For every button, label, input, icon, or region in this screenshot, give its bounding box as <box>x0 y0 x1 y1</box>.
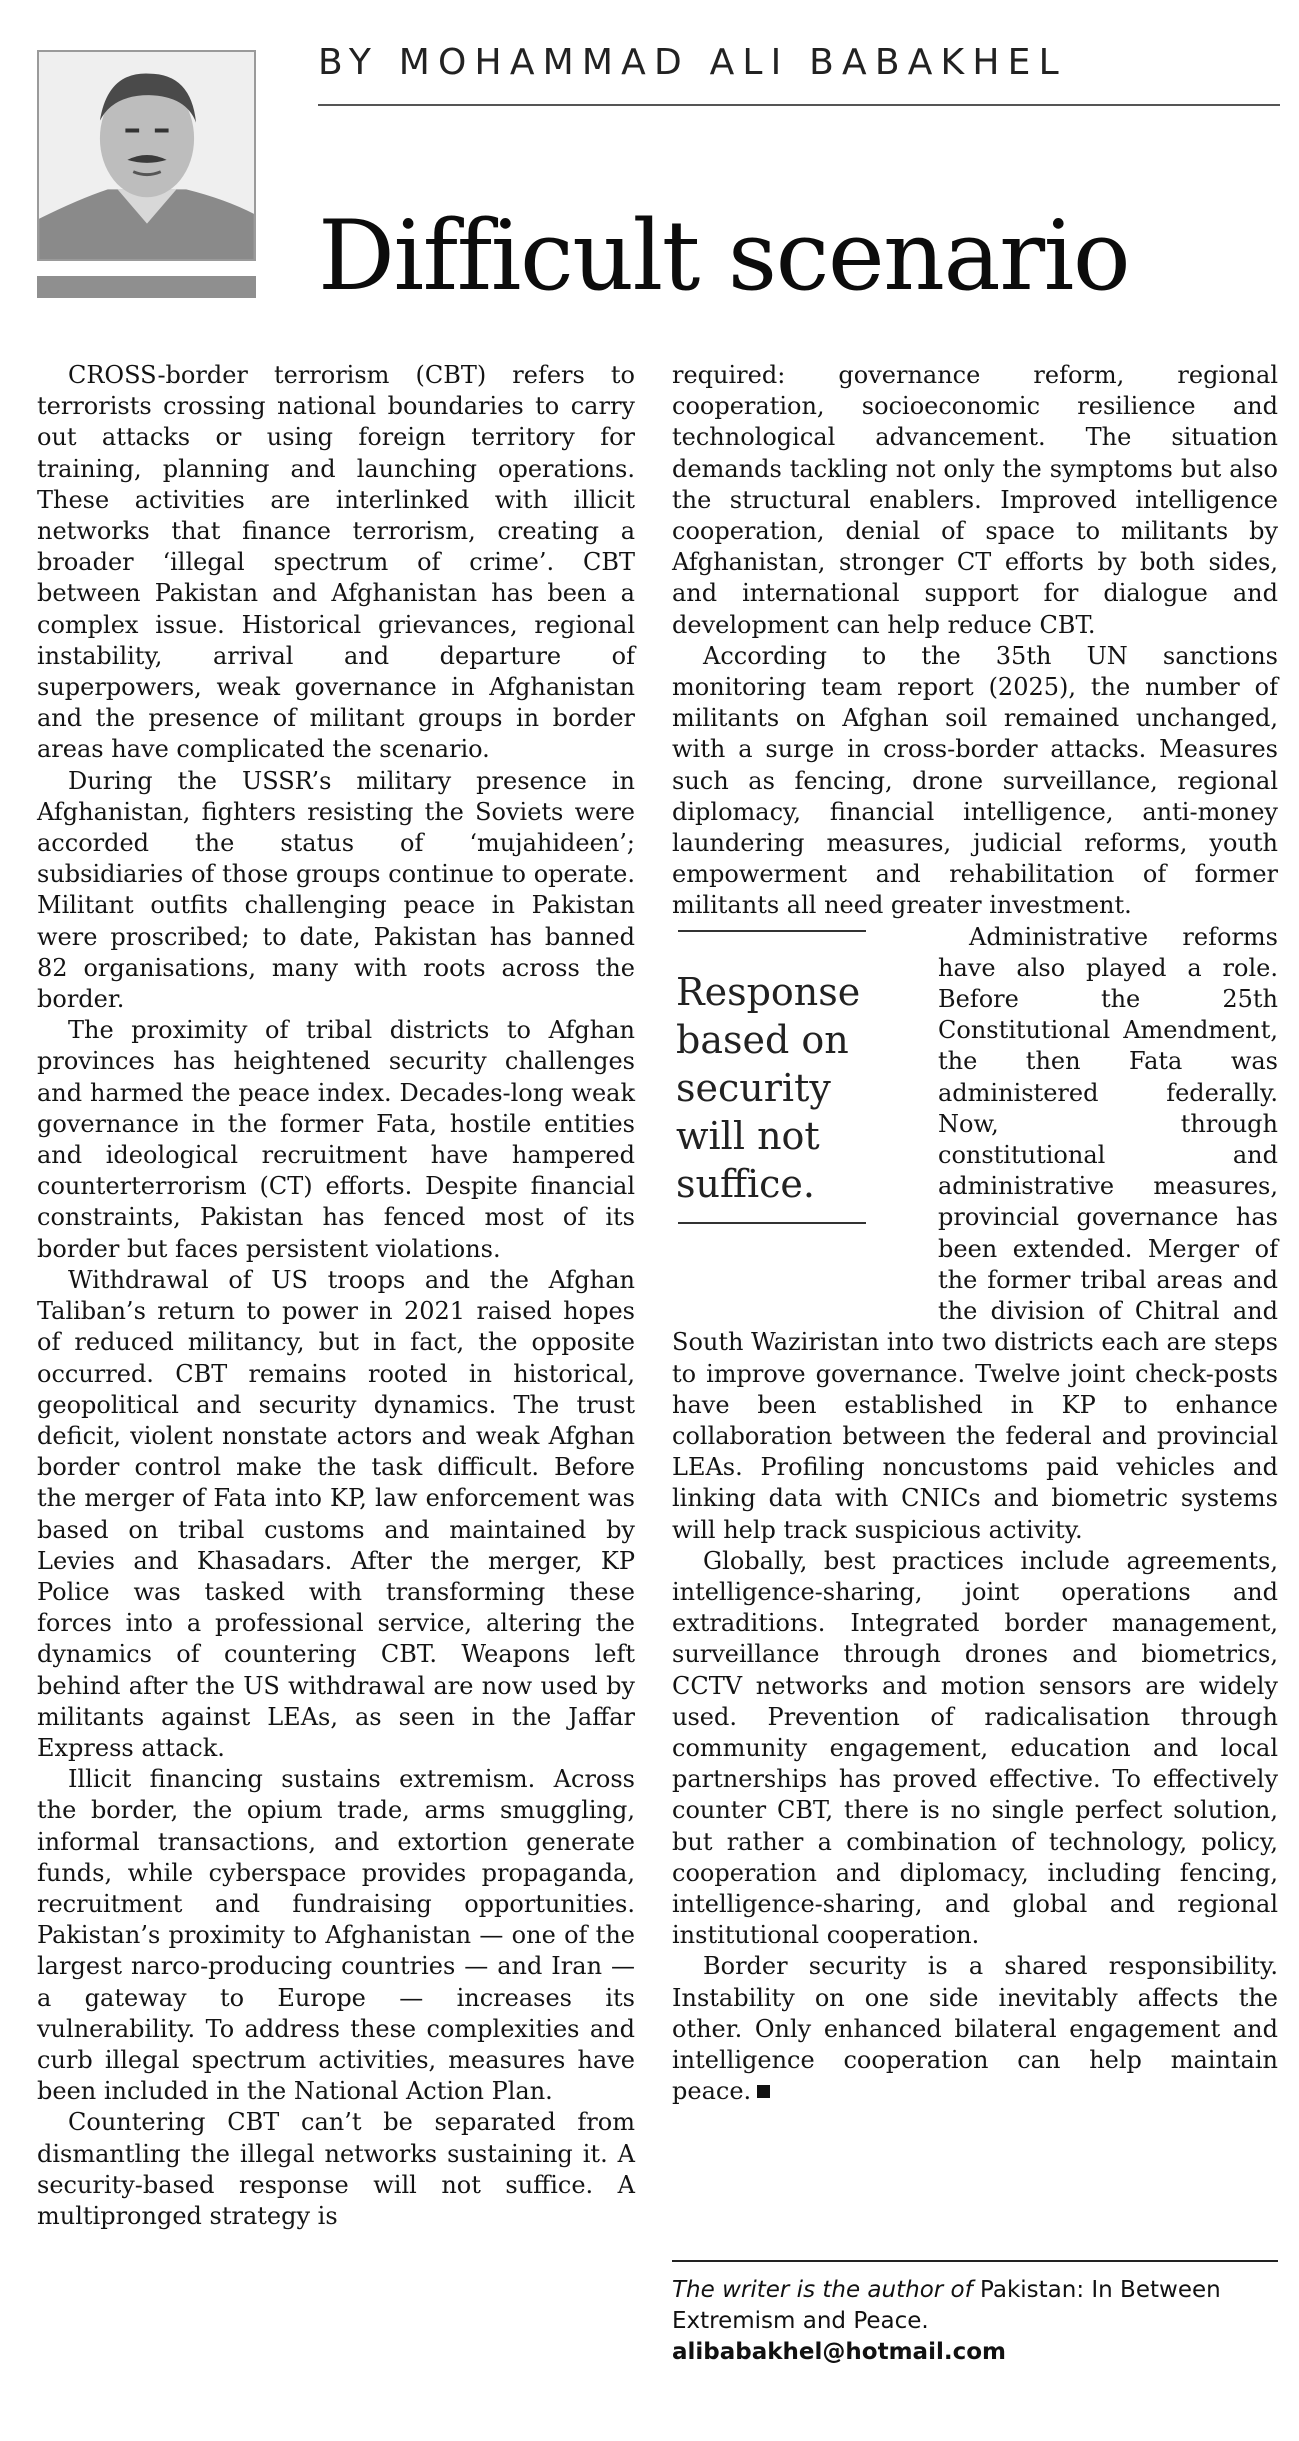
headline: Difficult scenario <box>318 200 1130 312</box>
paragraph: The proximity of tribal districts to Afghan provinces has heightened security challenges and harmed the peace index. Decades-long weak governance in the former Fata, hostile entities and ideological recruitment have hampered counterterrorism (CT) efforts. Despite financial constraints, Pakistan has fenced most of its border but faces persistent violations. <box>37 1016 635 1263</box>
photo-accent-bar <box>37 276 256 298</box>
paragraph: Withdrawal of US troops and the Afghan Taliban’s return to power in 2021 raised hopes of reduced militancy, but in fact, the opposite occurred. CBT remains rooted in historical, geopolitical and security dynamics. The trust deficit, violent nonstate actors and weak Afghan border control make the task difficult. Before the merger of Fata into KP, law enforcement was based on tribal customs and maintained by Levies and Khasadars. After the merger, KP Police was tasked with transforming these forces into a professional service, altering the dynamics of countering CBT. Weapons left behind after the US withdrawal are now used by militants against LEAs, as seen in the Jaffar Express attack. <box>37 1265 635 1762</box>
author-portrait-image <box>39 52 254 259</box>
byline-divider <box>318 104 1280 106</box>
pull-quote-text: Response based on security will not suffice. <box>676 969 861 1206</box>
paragraph: During the USSR’s military presence in Afghanistan, fighters resisting the Soviets were accorded the status of ‘mujahideen’; subsidiaries of those groups continue to operate. Militant outfits challenging peace in Pakistan were proscribed; to date, Pakistan has banned 82 organisations, many with roots across the border. <box>37 766 635 1014</box>
paragraph: CROSS-border terrorism (CBT) refers to terrorists crossing national boundaries to carry out attacks or using foreign territory for training, planning and launching operations. These activities are interlinked with illicit networks that finance terrorism, creating a broader ‘illegal spectrum of crime’. CBT between Pakistan and Afghanistan has been a complex issue. Historical grievances, regional instability, arrival and departure of superpowers, weak governance in Afghanistan and the presence of militant groups in border areas have complicated the scenario. <box>37 361 635 764</box>
author-photo <box>37 50 256 261</box>
paragraph: Illicit financing sustains extremism. Across the border, the opium trade, arms smuggling, informal transactions, and extortion generate funds, while cyberspace provides propaganda, recruitment and fundraising opportunities. Pakistan’s proximity to Afghanistan — one of the largest narco-producing countries — and Iran — a gateway to Europe — increases its vulnerability. To address these complexities and curb illegal spectrum activities, measures have been included in the National Action Plan. <box>37 1765 635 2106</box>
paragraph <box>672 1951 1278 2107</box>
end-of-article-mark <box>757 2085 770 2098</box>
author-note-prefix: The writer is the author of <box>672 2277 973 2303</box>
pull-quote-bottom-rule <box>678 1222 866 1224</box>
paragraph: required: governance reform, regional cooperation, socioeconomic resilience and technological advancement. The situation demands tackling not only the symptoms but also the structural enablers. Improved intelligence cooperation, denial of space to militants by Afghanistan, stronger CT efforts by both sides, and international support for dialogue and development can help reduce CBT. <box>672 361 1278 639</box>
paragraph: According to the 35th UN sanctions monitoring team report (2025), the number of militants on Afghan soil remained unchanged, with a surge in cross-border attacks. Measures such as fencing, drone surveillance, regional diplomacy, financial intelligence, anti-money laundering measures, judicial reforms, youth empowerment and rehabilitation of former militants all need greater investment. <box>672 641 1278 920</box>
right-column <box>672 360 1278 2107</box>
paragraph: Administrative reforms have also played a role. Before the 25th Constitutional Amendment, the then Fata was administered federally. Now, through constitutional and administrative measures, provincial governance has been extended. Merger of the former tribal areas and the division of Chitral and South Waziristan into two districts each are steps to improve governance. Twelve joint check-posts have been established in KP to enhance collaboration between the federal and provincial LEAs. Profiling noncustoms paid vehicles and linking data with CNICs and biometric systems will help track suspicious activity. <box>672 922 1278 1544</box>
author-note <box>672 2275 1278 2368</box>
pull-quote <box>676 930 908 1300</box>
left-column <box>37 360 635 2232</box>
paragraph: Countering CBT can’t be separated from dismantling the illegal networks sustaining it. A security-based response will not suffice. A multipronged strategy is <box>37 2108 635 2230</box>
author-note-divider <box>672 2260 1278 2262</box>
author-email: alibabakhel@hotmail.com <box>672 2339 1006 2365</box>
byline: BY MOHAMMAD ALI BABAKHEL <box>318 42 1067 83</box>
paragraph: Globally, best practices include agreements, intelligence-sharing, joint operations and extraditions. Integrated border management, surveillance through drones and biometrics, CCTV networks and motion sensors are widely used. Prevention of radicalisation through community engagement, education and local partnerships has proved effective. To effectively counter CBT, there is no single perfect solution, but rather a combination of technology, policy, cooperation and diplomacy, including fencing, intelligence-sharing, and global and regional institutional cooperation. <box>672 1546 1278 1950</box>
pull-quote-top-rule <box>678 930 866 932</box>
final-paragraph-text: Border security is a shared responsibility. Instability on one side inevitably affects the other. Only enhanced bilateral engagement and intelligence cooperation can help maintain peace. <box>672 1952 1278 2106</box>
author-book-title: Pakistan: In Between Extremism and Peace. <box>672 2277 1221 2334</box>
